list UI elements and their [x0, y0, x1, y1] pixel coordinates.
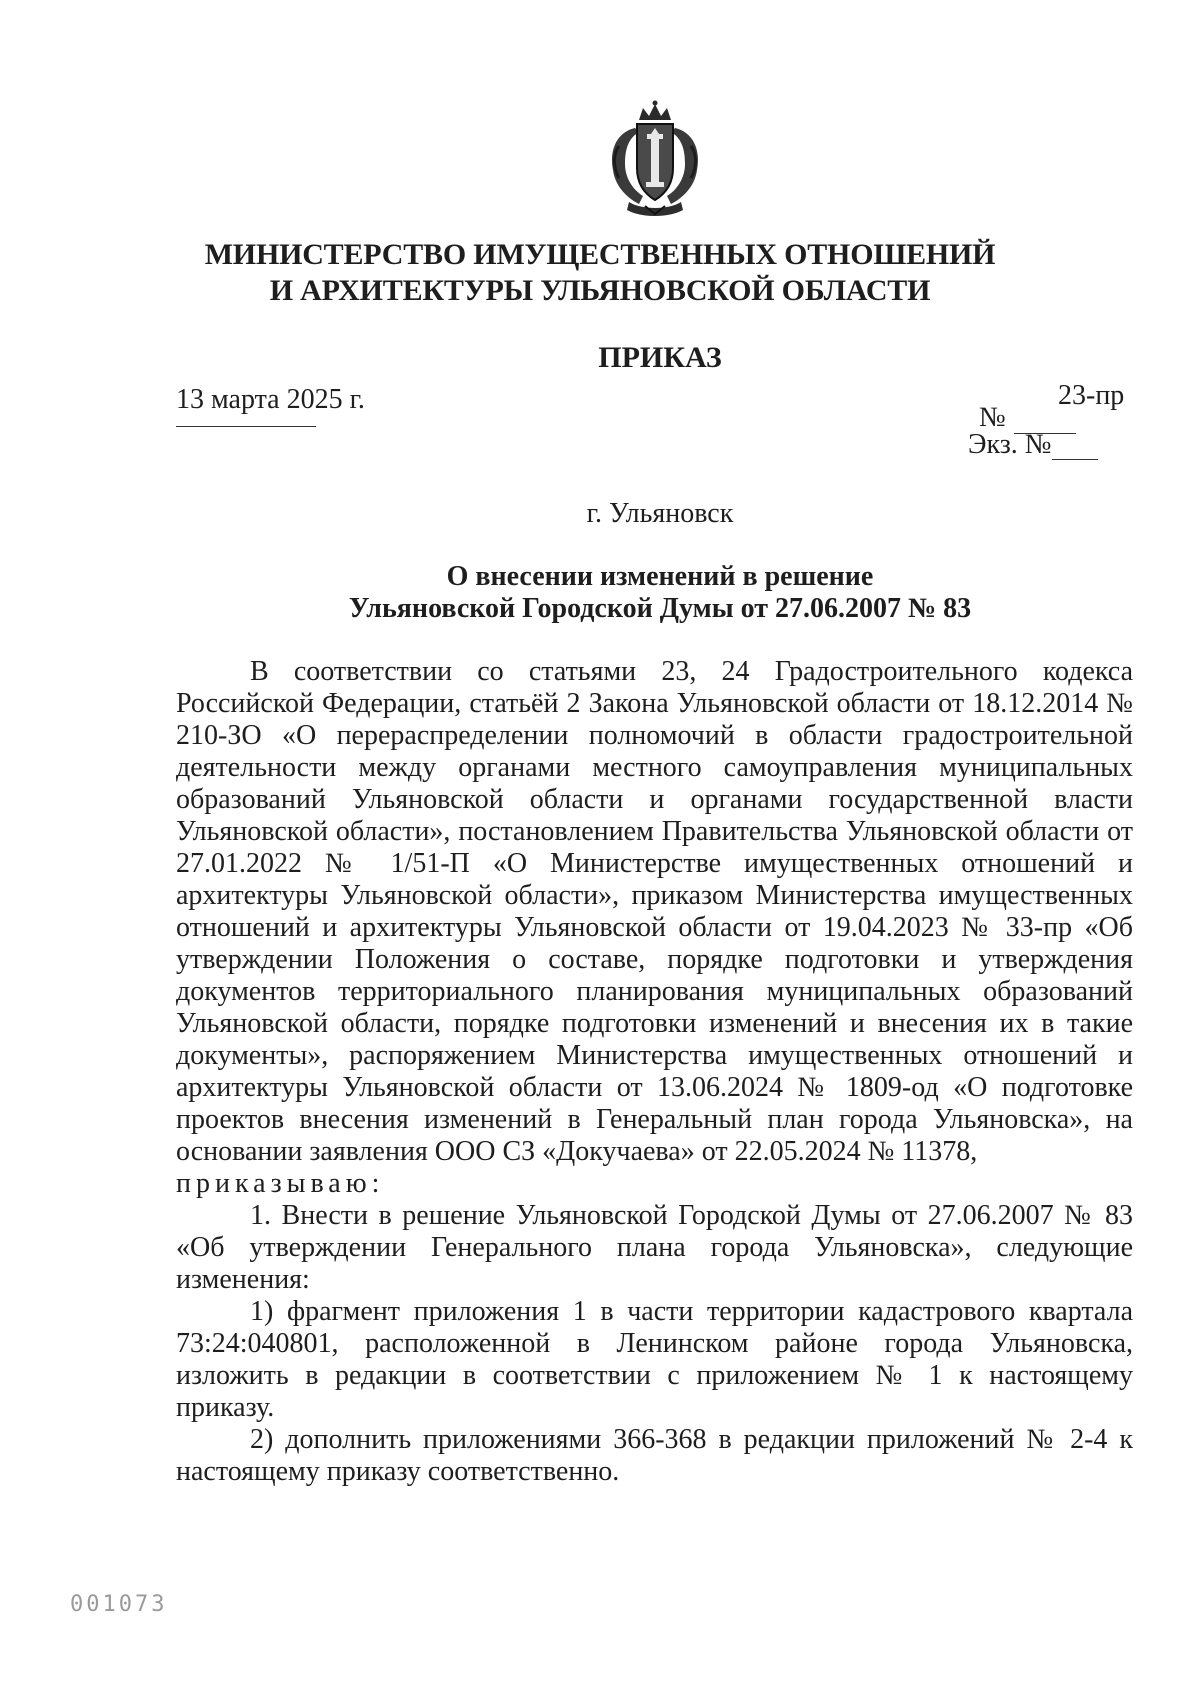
- order-word: приказываю:: [176, 1168, 385, 1199]
- order-subject-line1: О внесении изменений в решение: [446, 561, 874, 592]
- serial-number-stamp: 001073: [70, 1592, 168, 1617]
- item-1-paragraph: 1. Внести в решение Ульяновской Городской Думы от 27.06.2007 № 83 «Об утверждении Генерального плана города Ульяновска», следующие изменения:: [176, 1200, 1133, 1295]
- ministry-name-line2: И АРХИТЕКТУРЫ УЛЬЯНОВСКОЙ ОБЛАСТИ: [269, 274, 931, 307]
- order-number-label: №: [979, 402, 1006, 433]
- date-underline: [176, 426, 316, 427]
- order-number-value: 23-пр: [1058, 380, 1125, 411]
- city-name: г. Ульяновск: [586, 498, 734, 529]
- preamble-paragraph: В соответствии со статьями 23, 24 Градостроительного кодекса Российской Федерации, статьёй 2 Закона Ульяновской области от 18.12.2014 № 210-ЗО «О перераспределении полномочий в области градостроительной деятельности между органами местного самоуправления муниципальных образований Ульяновской области и органами государственной власти Ульяновской области», постановлением Правительства Ульяновской области от 27.01.2022 № 1/51-П «О Министерстве имущественных отношений и архитектуры Ульяновской области», приказом Министерства имущественных отношений и архитектуры Ульяновской области от 19.04.2023 № 33-пр «Об утверждении Положения о составе, порядке подготовки и утверждения документов территориального планирования муниципальных образований Ульяновской области, порядке подготовки изменений и внесения их в такие документы», распоряжением Министерства имущественных отношений и архитектуры Ульяновской области от 13.06.2024 № 1809-од «О подготовке проектов внесения изменений в Генеральный план города Ульяновска», на основании заявления ООО СЗ «Докучаева» от 22.05.2024 № 11378,: [176, 656, 1133, 1167]
- coat-of-arms-emblem: [599, 98, 711, 220]
- order-subject-line2: Ульяновской Городской Думы от 27.06.2007 № 83: [348, 593, 972, 624]
- ministry-name: [0, 237, 1200, 309]
- order-subject: [0, 561, 1200, 625]
- ministry-name-line1: МИНИСТЕРСТВО ИМУЩЕСТВЕННЫХ ОТНОШЕНИЙ: [204, 238, 996, 271]
- document-type-title: ПРИКАЗ: [598, 341, 722, 374]
- order-body: [176, 656, 1133, 1488]
- subitem-1-paragraph: 1) фрагмент приложения 1 в части территории кадастрового квартала 73:24:040801, расположенной в Ленинском районе города Ульяновска, изложить в редакции в соответствии с приложением № 1 к настоящему приказу.: [176, 1296, 1133, 1423]
- order-date: 13 марта 2025 г.: [176, 384, 365, 415]
- subitem-2-paragraph: 2) дополнить приложениями 366-368 в редакции приложений № 2-4 к настоящему приказу соответственно.: [176, 1424, 1133, 1487]
- copy-number-underline: [1052, 459, 1098, 460]
- copy-number-label: Экз. №: [968, 429, 1052, 460]
